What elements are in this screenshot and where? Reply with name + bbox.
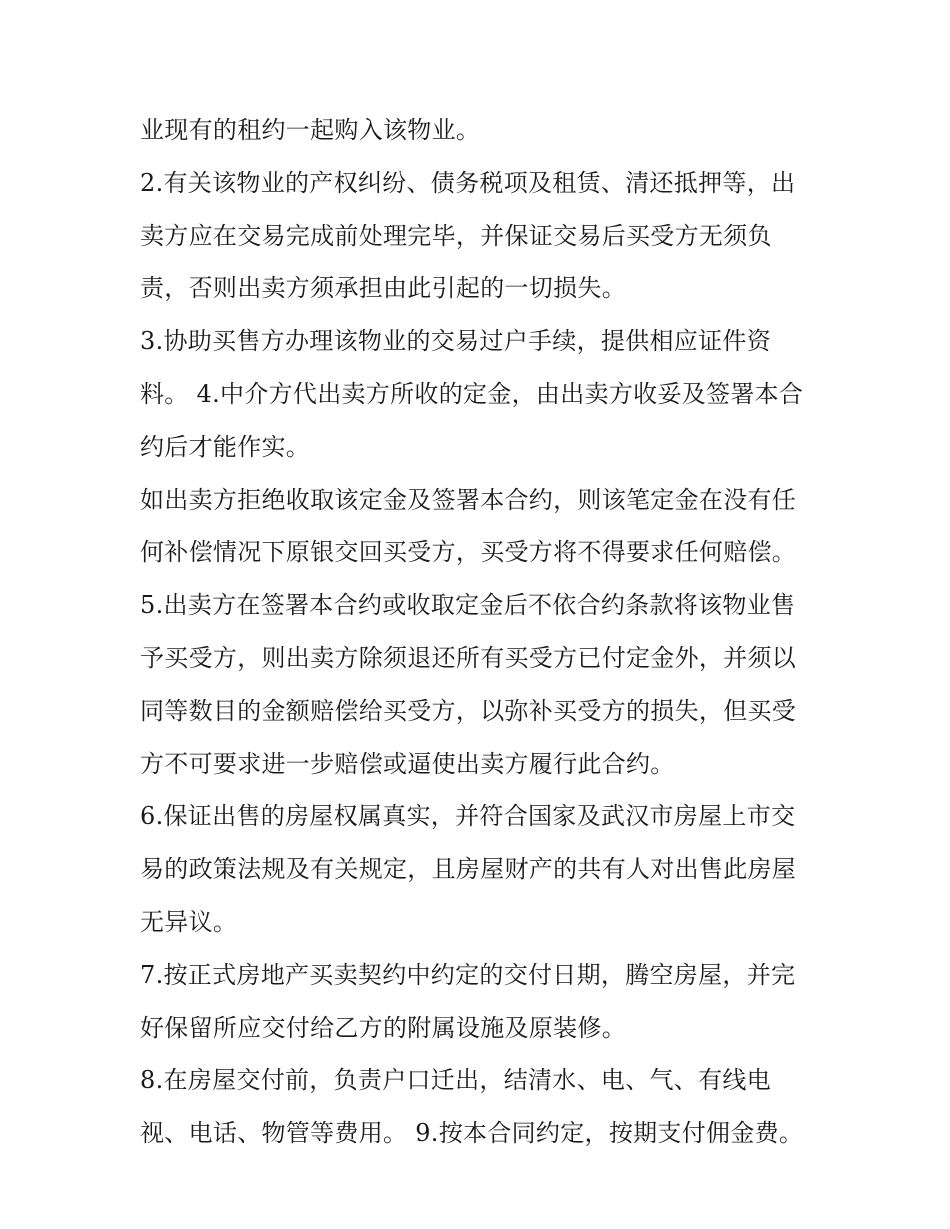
text-line: 6.保证出售的房屋权属真实，并符合国家及武汉市房屋上市交 xyxy=(140,802,796,831)
text-line: 7.按正式房地产买卖契约中约定的交付日期，腾空房屋，并完 xyxy=(140,960,796,989)
text-line: 视、电话、物管等费用。 9.按本合同约定，按期支付佣金费。 xyxy=(140,1119,804,1148)
contract-text-body xyxy=(140,104,820,1160)
text-line: 同等数目的金额赔偿给买受方，以弥补买受方的损失，但买受 xyxy=(140,696,797,725)
text-line: 5.出卖方在签署本合约或收取定金后不依合约条款将该物业售 xyxy=(140,591,796,620)
text-line: 3.协助买售方办理该物业的交易过户手续，提供相应证件资 xyxy=(140,327,771,356)
text-line: 易的政策法规及有关规定，且房屋财产的共有人对出售此房屋 xyxy=(140,855,797,884)
text-line: 予买受方，则出卖方除须退还所有买受方已付定金外，并须以 xyxy=(140,643,797,672)
text-line: 8.在房屋交付前，负责户口迁出，结清水、电、气、有线电 xyxy=(140,1066,771,1095)
text-line: 约后才能作实。 xyxy=(140,432,311,461)
text-line: 2.有关该物业的产权纠纷、债务税项及租赁、清还抵押等，出 xyxy=(140,168,796,197)
text-line: 责，否则出卖方须承担由此引起的一切损失。 xyxy=(140,274,626,303)
text-line: 方不可要求进一步赔偿或逼使出卖方履行此合约。 xyxy=(140,749,675,778)
text-line: 业现有的租约一起购入该物业。 xyxy=(140,116,481,144)
text-line: 卖方应在交易完成前处理完毕，并保证交易后买受方无须负 xyxy=(140,221,772,250)
text-line: 好保留所应交付给乙方的附属设施及原装修。 xyxy=(140,1013,626,1042)
text-line: 料。 4.中介方代出卖方所收的定金，由出卖方收妥及签署本合 xyxy=(140,379,804,408)
text-line: 何补偿情况下原银交回买受方，买受方将不得要求任何赔偿。 xyxy=(140,538,797,567)
text-line: 如出卖方拒绝收取该定金及签署本合约，则该笔定金在没有任 xyxy=(140,485,797,514)
text-line: 无异议。 xyxy=(140,907,238,936)
